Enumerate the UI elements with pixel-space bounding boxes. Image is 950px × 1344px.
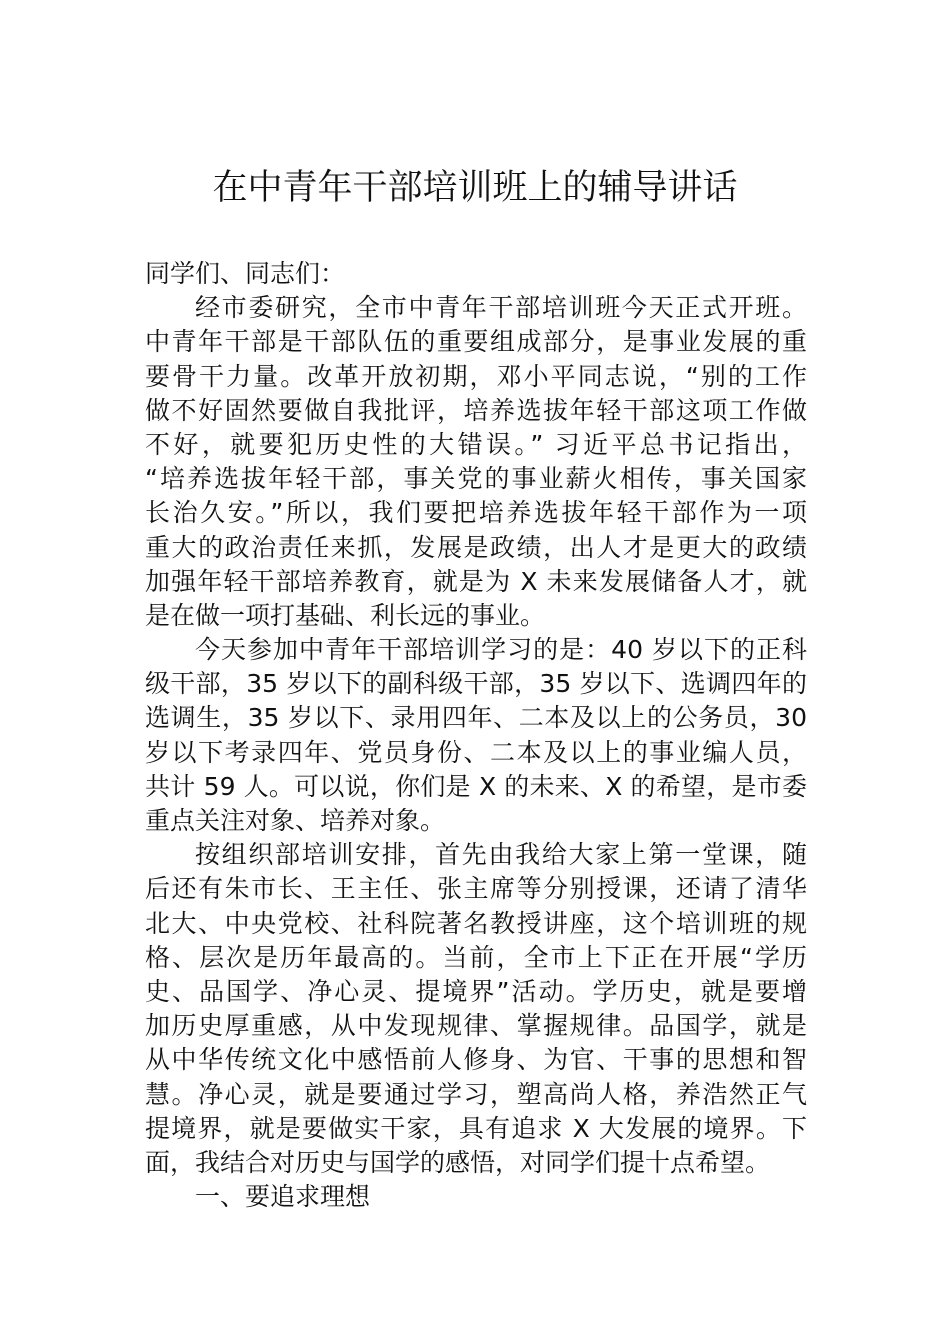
paragraph-3-line-3: 北大、中央党校、社科院著名教授讲座，这个培训班的规 — [145, 908, 807, 938]
paragraph-3-line-6: 加历史厚重感，从中发现规律、掌握规律。品国学，就是 — [145, 1011, 807, 1041]
paragraph-2-line-2: 级干部，35 岁以下的副科级干部，35 岁以下、选调四年的 — [145, 669, 807, 699]
paragraph-3-line-8: 慧。净心灵，就是要通过学习，塑高尚人格，养浩然正气 — [145, 1079, 807, 1109]
paragraph-2-line-4: 岁以下考录四年、党员身份、二本及以上的事业编人员， — [145, 737, 807, 767]
paragraph-1-line-4: 做不好固然要做自我批评，培养选拔年轻干部这项工作做 — [145, 395, 807, 425]
paragraph-3-line-9: 提境界，就是要做实干家，具有追求 X 大发展的境界。下 — [145, 1113, 807, 1143]
section-heading: 一、要追求理想 — [195, 1182, 371, 1212]
document-title: 在中青年干部培训班上的辅导讲话 — [212, 168, 738, 208]
paragraph-1-line-3: 要骨干力量。改革开放初期，邓小平同志说，“别的工作 — [145, 361, 807, 391]
paragraph-1-line-10: 是在做一项打基础、利长远的事业。 — [145, 600, 546, 630]
paragraph-3-line-7: 从中华传统文化中感悟前人修身、为官、干事的思想和智 — [145, 1045, 807, 1075]
paragraph-3-line-1: 按组织部培训安排，首先由我给大家上第一堂课，随 — [195, 840, 807, 870]
paragraph-1-line-8: 重大的政治责任来抓，发展是政绩，出人才是更大的政绩 — [145, 532, 807, 562]
paragraph-3-line-5: 史、品国学、净心灵、提境界”活动。学历史，就是要增 — [145, 976, 807, 1006]
paragraph-2-line-1: 今天参加中青年干部培训学习的是：40 岁以下的正科 — [195, 635, 807, 665]
paragraph-3-line-2: 后还有朱市长、王主任、张主席等分别授课，还请了清华 — [145, 874, 807, 904]
paragraph-1-line-6: “培养选拔年轻干部，事关党的事业薪火相传，事关国家 — [145, 464, 807, 494]
paragraph-1-line-7: 长治久安。”所以，我们要把培养选拔年轻干部作为一项 — [145, 498, 807, 528]
paragraph-2-line-3: 选调生，35 岁以下、录用四年、二本及以上的公务员，30 — [145, 703, 807, 733]
paragraph-2-line-6: 重点关注对象、培养对象。 — [145, 806, 446, 835]
document-body — [145, 257, 807, 1214]
paragraph-3-line-4: 格、层次是历年最高的。当前，全市上下正在开展“学历 — [145, 942, 807, 972]
salutation-line: 同学们、同志们： — [145, 259, 346, 288]
paragraph-1-line-1: 经市委研究，全市中青年干部培训班今天正式开班。 — [195, 293, 807, 323]
paragraph-2-line-5: 共计 59 人。可以说，你们是 X 的未来、X 的希望，是市委 — [145, 771, 807, 801]
paragraph-3-line-10: 面，我结合对历史与国学的感悟，对同学们提十点希望。 — [145, 1147, 771, 1177]
paragraph-1-line-2: 中青年干部是干部队伍的重要组成部分，是事业发展的重 — [145, 327, 807, 357]
paragraph-1-line-9: 加强年轻干部培养教育，就是为 X 未来发展储备人才，就 — [145, 566, 807, 596]
paragraph-1-line-5: 不好，就要犯历史性的大错误。” 习近平总书记指出， — [145, 429, 807, 459]
